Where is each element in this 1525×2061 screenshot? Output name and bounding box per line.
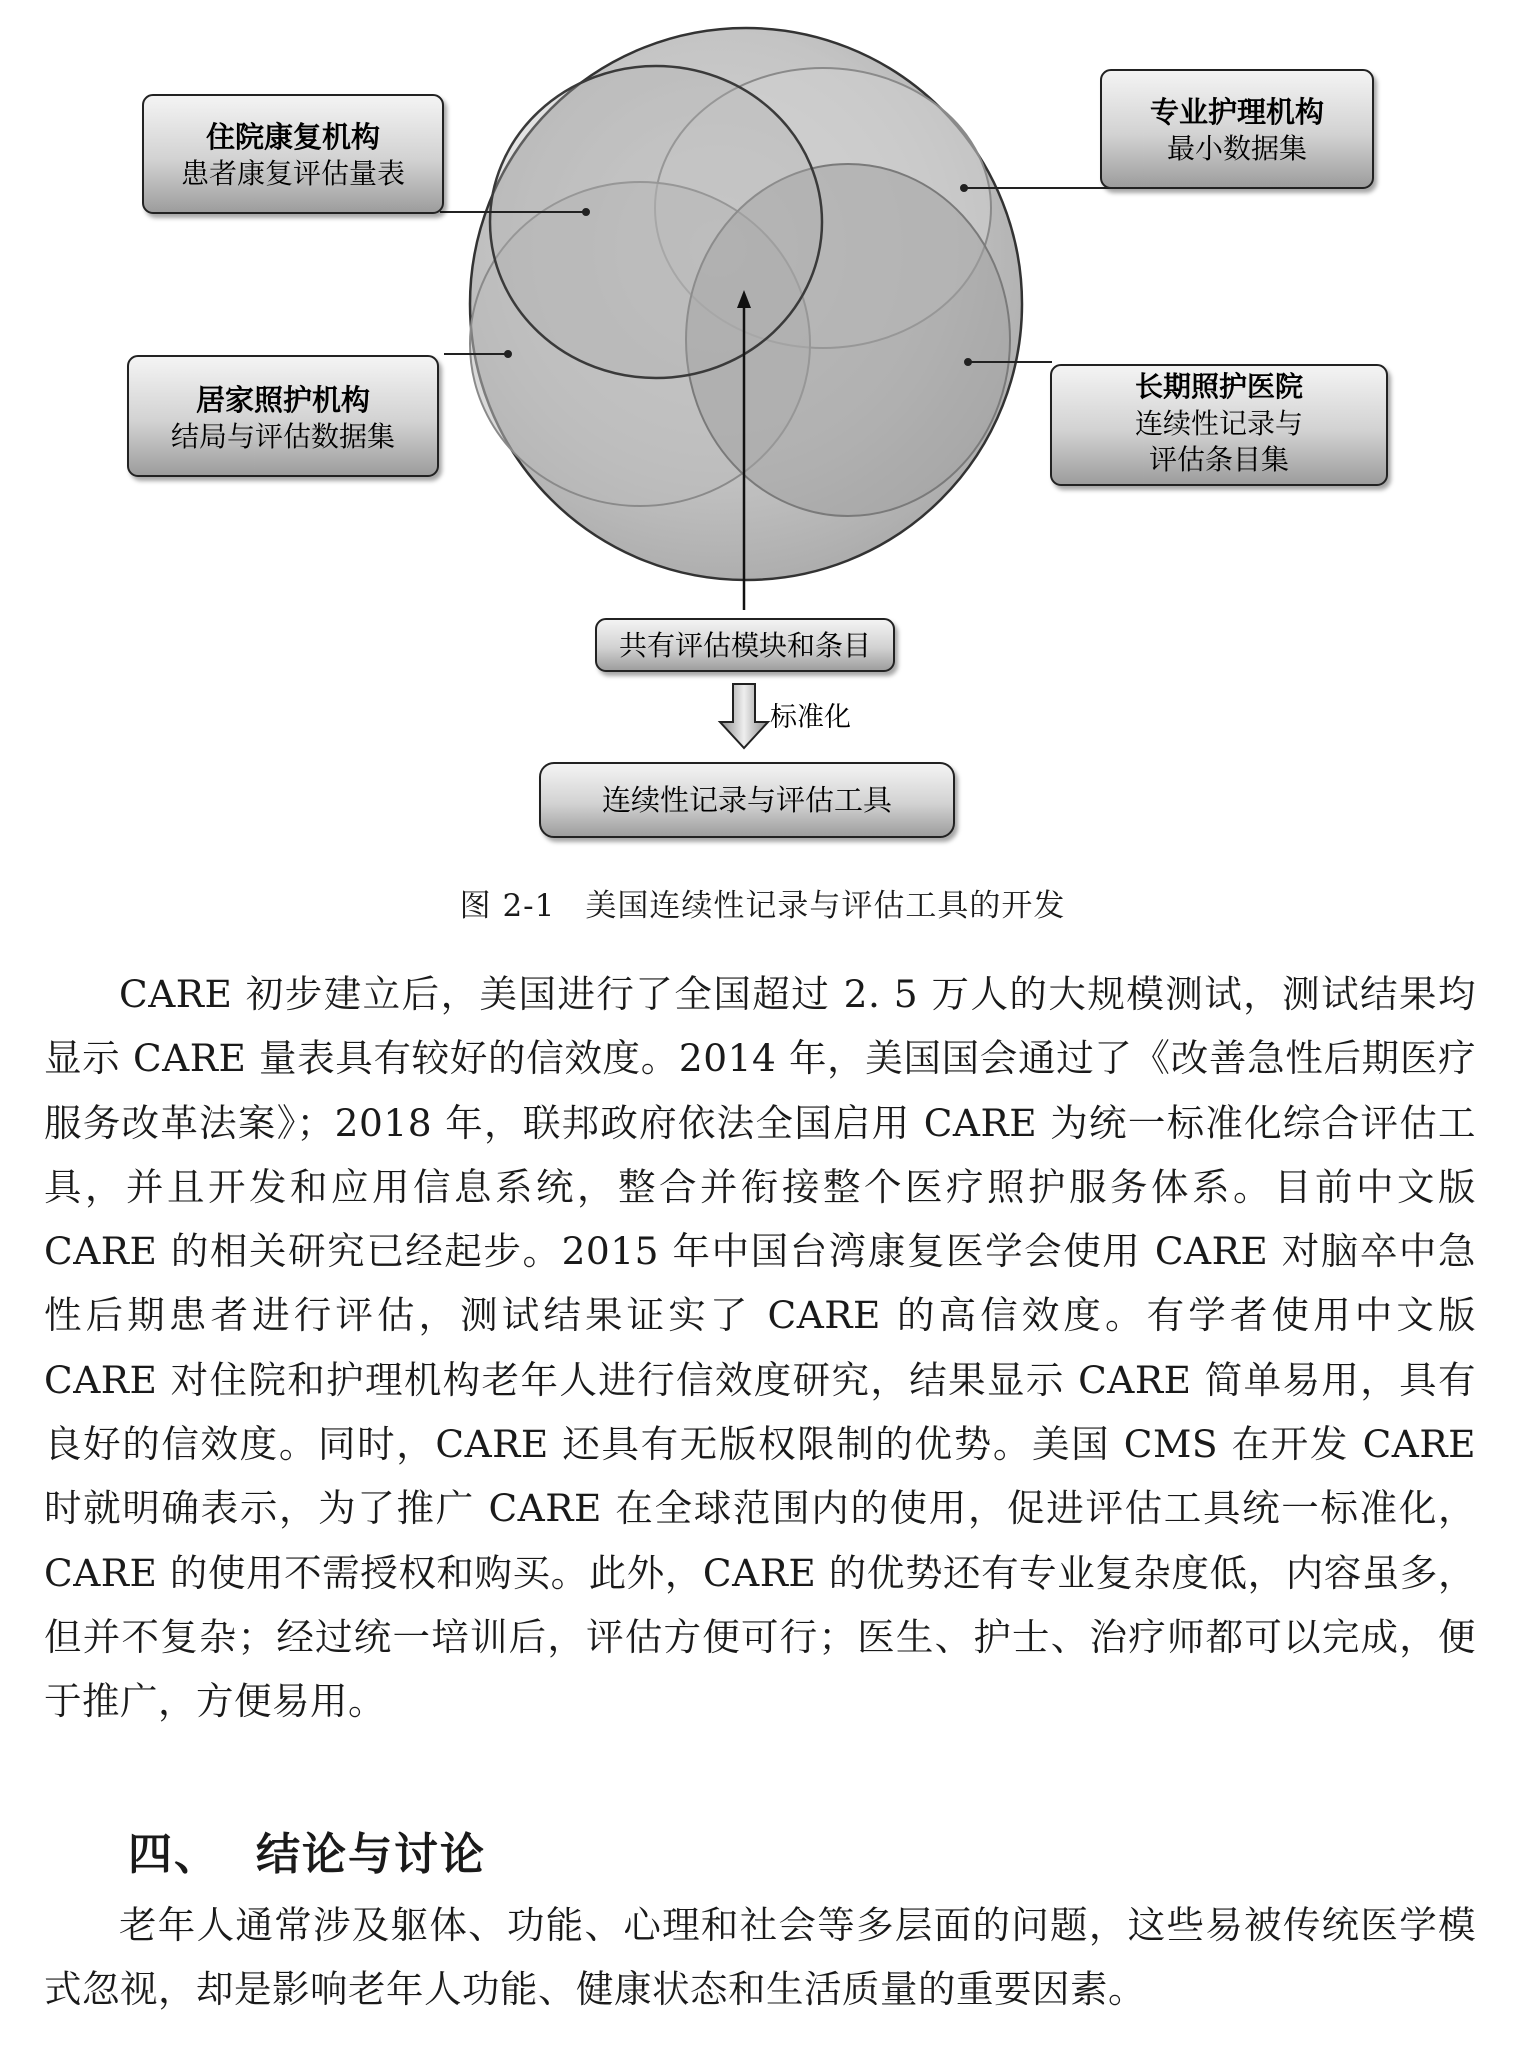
paragraph-1-text: CARE 初步建立后，美国进行了全国超过 2. 5 万人的大规模测试，测试结果均显示 CARE 量表具有较好的信效度。2014 年，美国国会通过了《改善急性后期医疗服务改革法案》；2018 年，联邦政府依法全国启用 CARE 为统一标准化综合评估工具，并且开发和应用信息系统，整合并衔接整个医疗照护服务体系。目前中文版 CARE 的相关研究已经起步。2015 年中国台湾康复医学会使用 CARE 对脑卒中急性后期患者进行评估，测试结果证实了 CARE 的高信效度。有学者使用中文版 CARE 对住院和护理机构老年人进行信效度研究，结果显示 CARE 简单易用，具有良好的信效度。同时，CARE 还具有无版权限制的优势。美国 CMS 在开发 CARE 时就明确表示，为了推广 CARE 在全球范围内的使用，促进评估工具统一标准化，CARE 的使用不需授权和购买。此外，CARE 的优势还有专业复杂度低，内容虽多，但并不复杂；经过统一培训后，评估方便可行；医生、护士、治疗师都可以完成，便于推广，方便易用。 (44, 972, 1476, 1724)
standardize-arrow (720, 684, 851, 748)
paragraph-2-text: 老年人通常涉及躯体、功能、心理和社会等多层面的问题，这些易被传统医学模式忽视，却是影响老年人功能、健康状态和生活质量的重要因素。 (44, 1903, 1476, 2012)
box-nursing-title: 专业护理机构 (1149, 95, 1325, 129)
figure-caption (0, 880, 1525, 925)
box-nursing-subtitle: 最小数据集 (1166, 132, 1308, 165)
box-longterm-title: 长期照护医院 (1134, 370, 1304, 403)
box-longterm-subtitle-line1: 连续性记录与 (1134, 407, 1304, 440)
box-shared-modules (596, 619, 894, 671)
section-number: 四、 (128, 1829, 220, 1880)
section-title: 结论与讨论 (256, 1829, 486, 1880)
box-home-title: 居家照护机构 (195, 383, 371, 417)
circle-inpatient (490, 66, 822, 378)
box-assessment-tool (540, 763, 954, 837)
box-shared-label: 共有评估模块和条目 (618, 629, 872, 662)
body-paragraph-2 (44, 1893, 1476, 2022)
box-tool-label: 连续性记录与评估工具 (601, 783, 893, 817)
caption-number: 图 2-1 (459, 888, 556, 924)
box-inpatient-title: 住院康复机构 (205, 120, 381, 154)
box-longterm-subtitle-line2: 评估条目集 (1148, 443, 1290, 476)
standardize-label: 标准化 (770, 702, 851, 733)
caption-text: 美国连续性记录与评估工具的开发 (585, 888, 1066, 924)
box-inpatient (143, 95, 443, 213)
box-inpatient-subtitle: 患者康复评估量表 (180, 157, 406, 190)
figure-2-1-diagram (0, 0, 1525, 860)
box-nursing (1101, 70, 1373, 188)
box-longterm (1051, 365, 1387, 485)
box-home (128, 356, 438, 476)
section-heading (128, 1818, 486, 1882)
box-home-subtitle: 结局与评估数据集 (170, 420, 396, 453)
body-paragraph-1 (44, 962, 1476, 1734)
